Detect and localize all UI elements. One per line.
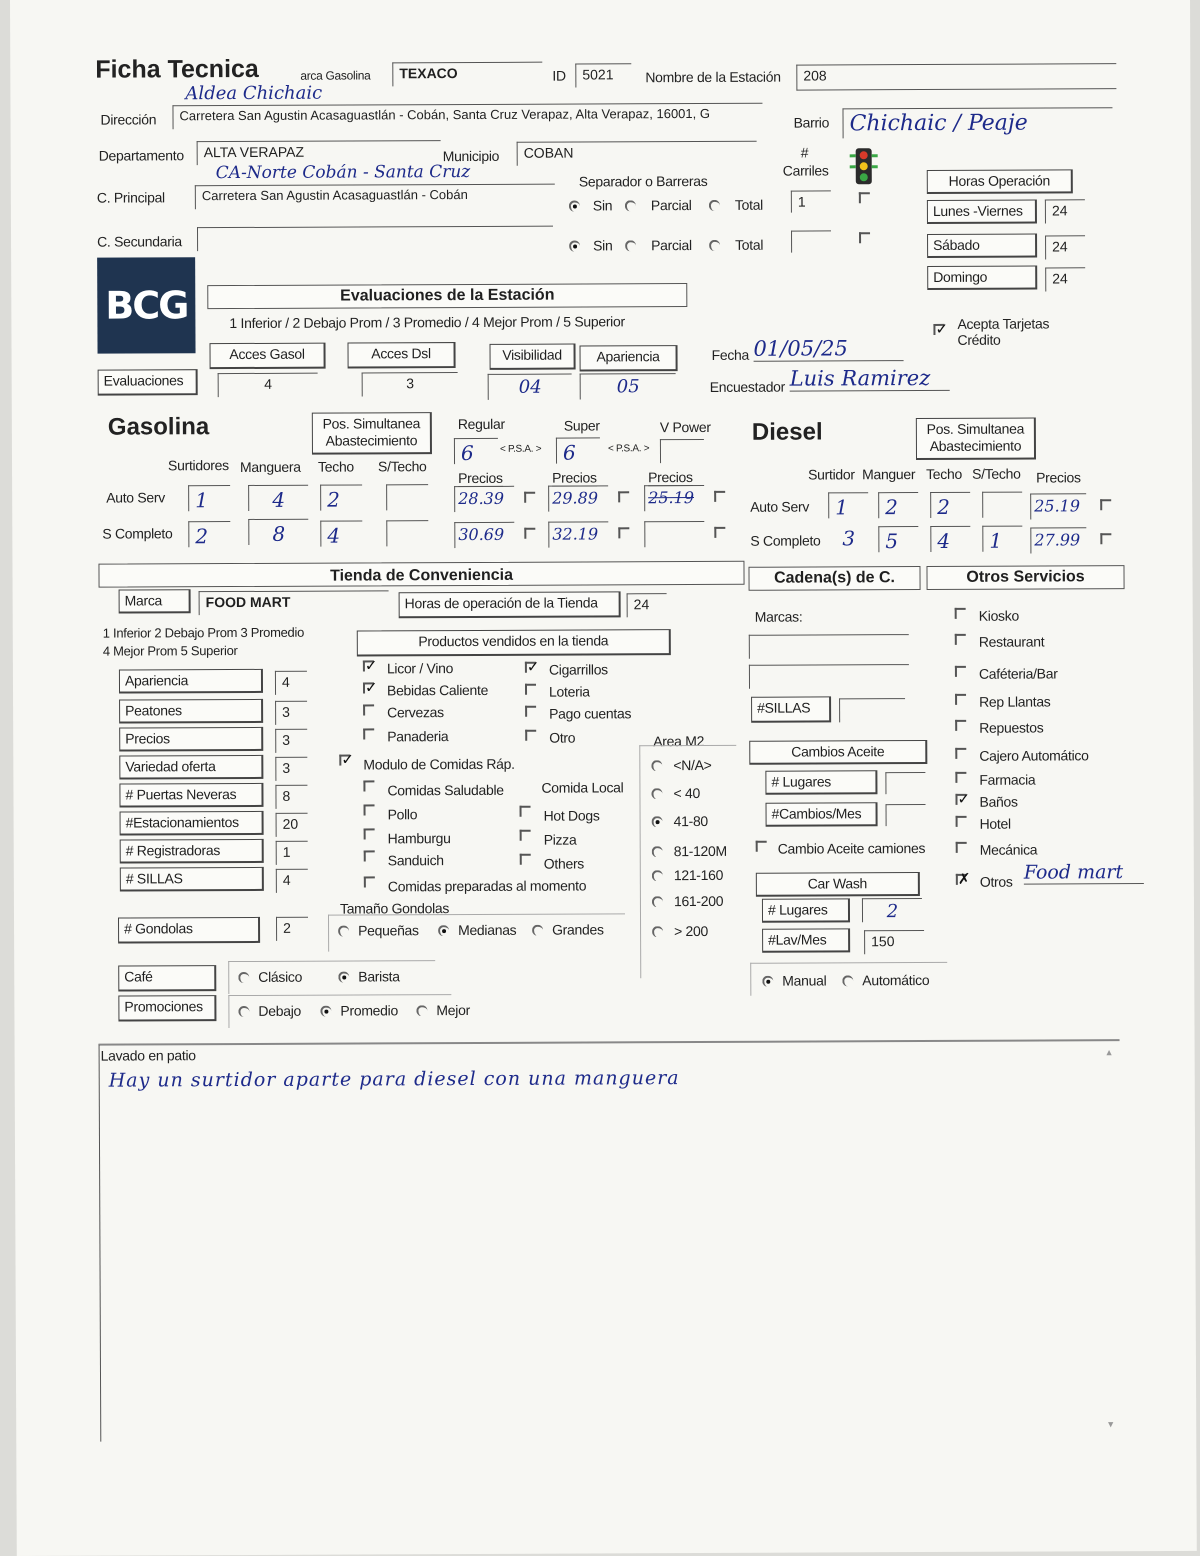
- gas-completo-manguera-value: 8: [272, 521, 286, 546]
- tarjetas-label: Acepta Tarjetas Crédito: [957, 315, 1050, 348]
- carwash-lav-label: #Lav/Mes: [762, 928, 850, 952]
- promociones-label: Promociones: [118, 995, 216, 1021]
- cambios-mes-field[interactable]: [886, 804, 926, 826]
- barrio-label: Barrio: [793, 114, 830, 131]
- super-label: Super: [563, 417, 600, 434]
- gas-auto-surtidores[interactable]: [188, 485, 230, 511]
- product-label: Pago cuentas: [549, 705, 632, 722]
- carriles1-field[interactable]: 1: [791, 190, 831, 212]
- sep1-sin-radio[interactable]: [569, 201, 580, 212]
- comida-checkbox[interactable]: [520, 830, 531, 841]
- visibilidad-value: 04: [518, 376, 542, 398]
- diesel-completo-stecho[interactable]: [982, 526, 1022, 552]
- area-radio[interactable]: [652, 846, 663, 857]
- marcas-label: Marcas:: [754, 608, 803, 625]
- carwash-mode-label: Manual: [782, 972, 827, 989]
- gas-auto-regular-price[interactable]: [454, 486, 514, 512]
- nombre-label: Nombre de la Estación: [645, 68, 781, 86]
- fecha-label: Fecha: [711, 346, 750, 363]
- servicio-checkbox[interactable]: [955, 634, 966, 645]
- area-label: > 200: [674, 922, 709, 940]
- diesel-completo-checkbox[interactable]: [1100, 533, 1111, 544]
- cafe-label: Barista: [358, 968, 400, 985]
- regular-pos-value: 6: [460, 440, 474, 466]
- col-precios-vpower: Precios: [648, 469, 693, 486]
- marcas-field-1[interactable]: [749, 634, 909, 659]
- evaluaciones-scale: 1 Inferior / 2 Debajo Prom / 3 Promedio / 4 Mejor Prom / 5 Superior: [229, 313, 625, 332]
- tarjetas-checkbox[interactable]: ✓: [935, 320, 949, 338]
- diesel-auto-price[interactable]: [1030, 493, 1086, 519]
- area-radio[interactable]: [652, 926, 663, 937]
- marca-label: arca Gasolina: [300, 68, 371, 83]
- metric-field[interactable]: 1: [276, 841, 308, 865]
- gas-completo-label: S Completo: [102, 525, 173, 542]
- gas-auto-techo-value: 2: [327, 487, 340, 512]
- gas-completo-techo-value: 4: [327, 523, 341, 548]
- cprincipal-label: C. Principal: [96, 189, 165, 206]
- gas-auto-manguera[interactable]: [248, 485, 308, 511]
- comida-checkbox[interactable]: [364, 828, 375, 839]
- diesel-completo-price[interactable]: [1030, 527, 1086, 553]
- promo-label: Mejor: [436, 1002, 470, 1019]
- sep1-parcial-label: Parcial: [650, 197, 692, 214]
- area-label: 161-200: [673, 892, 724, 910]
- comida-checkbox[interactable]: [364, 876, 375, 887]
- metric-label: # SILLAS: [120, 867, 264, 892]
- notes-text: Hay un surtidor aparte para diesel con una manguera: [108, 1067, 680, 1092]
- metric-field[interactable]: 4: [275, 671, 307, 695]
- col-techo: Techo: [318, 458, 354, 475]
- promo-radio[interactable]: [416, 1005, 427, 1016]
- gondolas-label: # Gondolas: [118, 917, 260, 944]
- horas-sat-field[interactable]: 24: [1045, 235, 1085, 259]
- servicio-label: Kiosko: [978, 607, 1019, 624]
- servicio-label: Repuestos: [979, 719, 1044, 736]
- marcas-field-2[interactable]: [749, 664, 909, 689]
- apariencia-field[interactable]: [580, 373, 676, 399]
- cafe-radio[interactable]: [238, 972, 249, 983]
- product-label: Panaderia: [387, 728, 449, 745]
- sep2-sin-radio[interactable]: [569, 241, 580, 252]
- diesel-col-stecho: S/Techo: [972, 465, 1021, 482]
- id-field[interactable]: 5021: [575, 63, 631, 87]
- bcg-logo: BCG: [97, 257, 195, 353]
- carriles1-checkbox[interactable]: [859, 192, 870, 203]
- gas-auto-surtidores-value: 1: [195, 488, 208, 513]
- gas-auto-regular-value: 28.39: [458, 488, 505, 509]
- promo-label: Promedio: [340, 1002, 398, 1019]
- servicio-label: Hotel: [979, 815, 1011, 832]
- diesel-col-manguer: Manguer: [862, 466, 916, 483]
- servicio-label: Rep Llantas: [979, 693, 1051, 710]
- gondolas-field[interactable]: 2: [276, 917, 308, 941]
- departamento-field[interactable]: ALTA VERAPAZ: [197, 140, 441, 165]
- promo-radio[interactable]: [320, 1006, 331, 1017]
- cambios-aceite-title: Cambios Aceite: [749, 740, 927, 765]
- acces-dsl-label: Acces Dsl: [347, 342, 455, 368]
- product-checkbox[interactable]: [525, 684, 536, 695]
- carwash-mode-radio[interactable]: [762, 976, 773, 987]
- horas-sat-label: Sábado: [927, 234, 1037, 258]
- csecundaria-label: C. Secundaria: [97, 233, 182, 250]
- product-checkbox[interactable]: ✓: [364, 657, 378, 675]
- direccion-label: Dirección: [100, 111, 157, 128]
- metric-label: Apariencia: [119, 669, 263, 694]
- area-label: < 40: [673, 784, 700, 802]
- carwash-mode-radio[interactable]: [842, 975, 853, 986]
- sep2-parcial-radio[interactable]: [625, 240, 636, 251]
- area-label: 121-160: [673, 866, 724, 884]
- area-radio[interactable]: [652, 896, 663, 907]
- metric-field[interactable]: 3: [275, 701, 307, 725]
- carriles2-field[interactable]: [791, 230, 831, 252]
- gas-auto-vpower-price[interactable]: [644, 485, 704, 511]
- servicio-label: Baños: [979, 793, 1018, 810]
- productos-title: Productos vendidos en la tienda: [357, 629, 671, 656]
- diesel-auto-surtidor[interactable]: [828, 492, 868, 518]
- comida-checkbox[interactable]: [364, 804, 375, 815]
- page-title: Ficha Tecnica: [95, 54, 259, 84]
- diesel-auto-surtidor-value: 1: [835, 495, 849, 520]
- diesel-auto-techo-value: 2: [937, 494, 951, 519]
- gas-auto-techo[interactable]: [320, 484, 362, 510]
- carwash-mode-label: Automático: [862, 971, 930, 989]
- marca-field[interactable]: TEXACO: [392, 62, 542, 87]
- area-radio[interactable]: [651, 760, 662, 771]
- notes-area[interactable]: [99, 1039, 1122, 1441]
- horas-weekday-field[interactable]: 24: [1045, 199, 1085, 223]
- cambios-lugares-field[interactable]: [885, 772, 925, 794]
- diesel-auto-label: Auto Serv: [750, 498, 810, 515]
- tamano-radio[interactable]: [532, 925, 543, 936]
- product-label: Licor / Vino: [386, 660, 454, 677]
- tamano-radio[interactable]: [438, 925, 449, 936]
- diesel-auto-stecho[interactable]: [982, 492, 1022, 518]
- carwash-title: Car Wash: [756, 872, 920, 897]
- col-precios-regular: Precios: [458, 469, 503, 487]
- servicio-checkbox[interactable]: [956, 842, 967, 853]
- evaluaciones-row-label: Evaluaciones: [98, 369, 198, 395]
- cambios-mes-label: #Cambios/Mes: [766, 802, 878, 826]
- acces-gasol-label: Acces Gasol: [209, 343, 325, 370]
- apariencia-label: Apariencia: [580, 345, 678, 371]
- cafe-label: Café: [118, 965, 216, 991]
- tamano-radio[interactable]: [338, 926, 349, 937]
- comida-checkbox[interactable]: [364, 850, 375, 861]
- departamento-label: Departamento: [98, 147, 184, 164]
- direccion-handwritten-note: Aldea Chichaic: [185, 82, 323, 105]
- gas-auto-regular-checkbox[interactable]: [524, 492, 535, 503]
- gas-auto-super-checkbox[interactable]: [618, 491, 629, 502]
- servicio-checkbox[interactable]: [955, 694, 966, 705]
- carwash-lugares-label: # Lugares: [762, 898, 850, 922]
- comida-checkbox[interactable]: [520, 806, 531, 817]
- encuestador-field[interactable]: Luis Ramirez: [790, 366, 950, 392]
- diesel-auto-techo[interactable]: [930, 492, 970, 518]
- comida-checkbox[interactable]: [363, 780, 374, 791]
- metric-label: #Estacionamientos: [120, 811, 264, 836]
- nombre-field[interactable]: 208: [796, 63, 1116, 90]
- metric-field[interactable]: 4: [276, 869, 308, 893]
- col-precios-super: Precios: [552, 469, 597, 486]
- product-checkbox[interactable]: ✓: [364, 679, 378, 697]
- acces-gasol-field[interactable]: 4: [218, 373, 318, 397]
- sep1-total-radio[interactable]: [709, 200, 720, 211]
- cadenas-sillas-label: #SILLAS: [751, 696, 831, 722]
- psa-label-2: < P.S.A. >: [607, 443, 650, 455]
- sep2-total-label: Total: [735, 236, 764, 253]
- cprincipal-field[interactable]: Carretera San Agustin Acasaguastlán - Cobán: [195, 184, 555, 210]
- comida-local-label: Comida Local: [541, 779, 624, 796]
- product-label: Cervezas: [387, 704, 444, 721]
- carriles2-checkbox[interactable]: [859, 232, 870, 243]
- diesel-col-precios: Precios: [1036, 469, 1081, 486]
- comida-label: Comidas Saludable: [387, 781, 504, 799]
- product-label: Cigarrillos: [548, 661, 608, 678]
- area-radio[interactable]: [652, 816, 663, 827]
- comida-label: Others: [543, 855, 585, 872]
- diesel-completo-techo[interactable]: [930, 526, 970, 552]
- aceite-camiones-checkbox[interactable]: [756, 841, 767, 852]
- psa-label-1: < P.S.A. >: [499, 443, 542, 455]
- horas-weekday-label: Lunes -Viernes: [927, 200, 1037, 224]
- otros-field[interactable]: Food mart: [1024, 861, 1144, 885]
- product-checkbox[interactable]: [525, 730, 536, 741]
- metric-field[interactable]: 3: [275, 757, 307, 781]
- carriles-hash-label: #: [800, 144, 809, 161]
- diesel-auto-manguer[interactable]: [878, 492, 918, 518]
- fecha-field[interactable]: 01/05/25: [753, 336, 903, 362]
- carwash-lugares-field[interactable]: [862, 898, 922, 922]
- cprincipal-handwritten-note: CA-Norte Cobán - Santa Cruz: [215, 161, 471, 184]
- sep1-parcial-radio[interactable]: [625, 200, 636, 211]
- diesel-col-surtidor: Surtidor: [808, 466, 855, 483]
- metric-label: # Registradoras: [120, 839, 264, 864]
- gas-completo-super-price[interactable]: [548, 521, 608, 547]
- sep2-total-radio[interactable]: [709, 240, 720, 251]
- cambios-lugares-label: # Lugares: [765, 770, 877, 794]
- apariencia-value: 05: [616, 376, 640, 398]
- municipio-label: Municipio: [442, 147, 500, 165]
- diesel-completo-manguer[interactable]: [878, 526, 918, 552]
- acces-dsl-field[interactable]: 3: [362, 372, 458, 396]
- tienda-marca-field[interactable]: FOOD MART: [199, 590, 389, 615]
- tamano-label: Grandes: [552, 921, 604, 938]
- tienda-scale-2: 4 Mejor Prom 5 Superior: [102, 643, 238, 659]
- modulo-comidas-checkbox[interactable]: ✓: [341, 751, 354, 769]
- diesel-completo-surtidor[interactable]: 3: [842, 526, 856, 551]
- carwash-lav-field[interactable]: 150: [864, 930, 924, 954]
- horas-sun-label: Domingo: [927, 266, 1037, 290]
- gas-completo-super-checkbox[interactable]: [618, 527, 629, 538]
- col-manguera: Manguera: [240, 458, 301, 476]
- product-label: Bebidas Caliente: [386, 681, 489, 699]
- otros-servicios-title: Otros Servicios: [926, 565, 1124, 590]
- comida-label: Hamburgu: [387, 830, 451, 847]
- sep1-sin-label: Sin: [592, 197, 613, 214]
- comida-checkbox[interactable]: [520, 854, 531, 865]
- sep1-total-label: Total: [734, 196, 764, 213]
- servicio-label: Restaurant: [978, 633, 1045, 650]
- separador-label: Separador o Barreras: [578, 172, 708, 190]
- horas-operacion-title: Horas Operación: [927, 169, 1073, 194]
- servicio-label: Caféteria/Bar: [978, 665, 1058, 682]
- gas-auto-vpower-value: 25.19: [648, 488, 695, 508]
- cadenas-title: Cadena(s) de C.: [748, 566, 920, 591]
- servicio-label: Cajero Automático: [979, 747, 1089, 764]
- otros-label: Otros: [979, 873, 1013, 890]
- tamano-label: Medianas: [458, 921, 517, 939]
- super-pos-value: 6: [562, 440, 576, 465]
- diesel-auto-price-value: 25.19: [1034, 496, 1081, 516]
- cadenas-sillas-field[interactable]: [839, 698, 905, 722]
- gas-completo-regular-price[interactable]: [454, 522, 514, 548]
- area-radio[interactable]: [651, 788, 662, 799]
- csecundaria-field[interactable]: [197, 226, 553, 252]
- encuestador-label: Encuestador: [709, 378, 786, 395]
- gas-completo-vpower-checkbox[interactable]: [714, 527, 725, 538]
- vpower-label: V Power: [659, 418, 711, 436]
- comida-label: Hot Dogs: [543, 807, 600, 824]
- id-label: ID: [552, 67, 566, 84]
- servicio-checkbox[interactable]: ✓: [957, 790, 971, 808]
- otros-checkbox[interactable]: ✗: [957, 870, 971, 888]
- diesel-auto-manguer-value: 2: [885, 495, 899, 520]
- tamano-label: Pequeñas: [358, 922, 419, 939]
- scroll-up-icon[interactable]: ▲: [1104, 1047, 1114, 1058]
- gas-auto-manguera-value: 4: [272, 487, 286, 512]
- area-label: 41-80: [673, 812, 708, 830]
- regular-pos-field[interactable]: [454, 438, 498, 464]
- traffic-light-icon: [849, 146, 879, 186]
- servicio-checkbox[interactable]: [955, 666, 966, 677]
- regular-label: Regular: [457, 415, 505, 433]
- horas-sun-field[interactable]: 24: [1045, 267, 1085, 291]
- diesel-completo-techo-value: 4: [937, 528, 951, 553]
- promo-label: Debajo: [258, 1002, 302, 1019]
- diesel-col-techo: Techo: [926, 465, 962, 483]
- barrio-value: Chichaic / Peaje: [849, 110, 1028, 137]
- tienda-title: Tienda de Conveniencia: [98, 561, 744, 588]
- gas-completo-manguera[interactable]: [248, 519, 308, 545]
- product-checkbox[interactable]: [525, 706, 536, 717]
- gas-auto-vpower-checkbox[interactable]: [714, 491, 725, 502]
- gas-completo-regular-value: 30.69: [458, 524, 505, 545]
- gas-completo-stecho[interactable]: [386, 520, 428, 546]
- servicio-checkbox[interactable]: [955, 720, 966, 731]
- comida-label: Pizza: [543, 831, 577, 848]
- tienda-horas-label: Horas de operación de la Tienda: [399, 591, 621, 618]
- gas-auto-stecho[interactable]: [386, 484, 428, 510]
- gas-auto-label: Auto Serv: [106, 489, 165, 506]
- vpower-pos-field[interactable]: [660, 439, 704, 463]
- metric-label: Peatones: [119, 699, 263, 724]
- carwash-lugares-value: 2: [886, 901, 899, 923]
- diesel-pos-label: Pos. Simultanea Abastecimiento: [916, 418, 1036, 461]
- modulo-comidas-label: Modulo de Comidas Ráp.: [363, 755, 515, 773]
- super-pos-field[interactable]: [556, 437, 600, 463]
- product-checkbox[interactable]: ✓: [526, 658, 540, 676]
- servicio-checkbox[interactable]: [955, 608, 966, 619]
- diesel-completo-price-value: 27.99: [1034, 530, 1081, 550]
- metric-label: Variedad oferta: [119, 755, 263, 780]
- survey-sheet: [10, 0, 1197, 1556]
- area-radio[interactable]: [652, 870, 663, 881]
- tamano-gondolas-label: Tamaño Gondolas: [339, 900, 450, 917]
- diesel-completo-manguer-value: 5: [885, 529, 899, 554]
- comida-label: Sanduich: [387, 852, 444, 869]
- visibilidad-field[interactable]: [488, 374, 572, 400]
- aceite-camiones-label: Cambio Aceite camiones: [777, 840, 926, 857]
- metric-label: Precios: [119, 727, 263, 752]
- direccion-field[interactable]: Carretera San Agustin Acasaguastlán - Cobán, Santa Cruz Verapaz, Alta Verapaz, 16001, G: [172, 103, 762, 130]
- col-surtidores: Surtidores: [167, 457, 229, 474]
- metric-field[interactable]: 20: [276, 813, 308, 837]
- metric-field[interactable]: 3: [275, 729, 307, 753]
- area-title: Area M2: [653, 732, 705, 750]
- gas-completo-vpower-price[interactable]: [644, 521, 704, 547]
- area-group: [639, 745, 737, 978]
- tienda-scale-1: 1 Inferior 2 Debajo Prom 3 Promedio: [102, 624, 305, 641]
- servicio-label: Farmacia: [979, 771, 1036, 788]
- gas-auto-super-value: 29.89: [552, 488, 599, 508]
- sep2-sin-label: Sin: [593, 237, 613, 254]
- carriles-label: Carriles: [782, 162, 829, 179]
- municipio-field[interactable]: COBAN: [517, 141, 757, 166]
- barrio-field[interactable]: [842, 107, 1112, 138]
- sep2-parcial-label: Parcial: [651, 237, 692, 254]
- servicio-checkbox[interactable]: [956, 816, 967, 827]
- gas-completo-surtidores[interactable]: [188, 521, 230, 547]
- cafe-label: Clásico: [258, 968, 303, 985]
- comida-label: Pollo: [387, 806, 418, 823]
- metric-field[interactable]: 8: [275, 785, 307, 809]
- area-label: 81-120M: [673, 842, 727, 860]
- area-label: <N/A>: [673, 756, 712, 774]
- diesel-auto-checkbox[interactable]: [1100, 499, 1111, 510]
- scroll-down-icon[interactable]: ▼: [1106, 1419, 1116, 1430]
- tienda-horas-field[interactable]: 24: [627, 593, 667, 617]
- metric-label: # Puertas Neveras: [119, 783, 263, 808]
- product-label: Loteria: [548, 683, 590, 700]
- servicio-label: Mecánica: [979, 841, 1038, 858]
- product-label: Otro: [549, 729, 576, 746]
- gas-completo-super-value: 32.19: [552, 524, 599, 544]
- col-stecho: S/Techo: [378, 458, 427, 475]
- product-checkbox[interactable]: [363, 704, 374, 715]
- gasolina-pos-label: Pos. Simultanea Abastecimiento: [312, 412, 432, 455]
- diesel-completo-stecho-value: 1: [989, 528, 1003, 553]
- gas-auto-super-price[interactable]: [548, 485, 608, 511]
- notes-label: Lavado en patio: [100, 1047, 196, 1064]
- servicio-checkbox[interactable]: [955, 772, 966, 783]
- gas-completo-regular-checkbox[interactable]: [524, 528, 535, 539]
- tienda-marca-label: Marca: [119, 589, 191, 613]
- comida-label: Comidas preparadas al momento: [387, 877, 587, 895]
- evaluaciones-title: Evaluaciones de la Estación: [207, 283, 687, 309]
- visibilidad-label: Visibilidad: [490, 344, 576, 370]
- cafe-radio[interactable]: [338, 972, 349, 983]
- gas-completo-surtidores-value: 2: [195, 524, 209, 549]
- promo-radio[interactable]: [238, 1006, 249, 1017]
- servicio-checkbox[interactable]: [955, 748, 966, 759]
- diesel-completo-label: S Completo: [750, 532, 821, 549]
- product-checkbox[interactable]: [363, 728, 374, 739]
- diesel-title: Diesel: [751, 418, 823, 446]
- gasolina-title: Gasolina: [107, 413, 210, 441]
- gas-completo-techo[interactable]: [320, 520, 362, 546]
